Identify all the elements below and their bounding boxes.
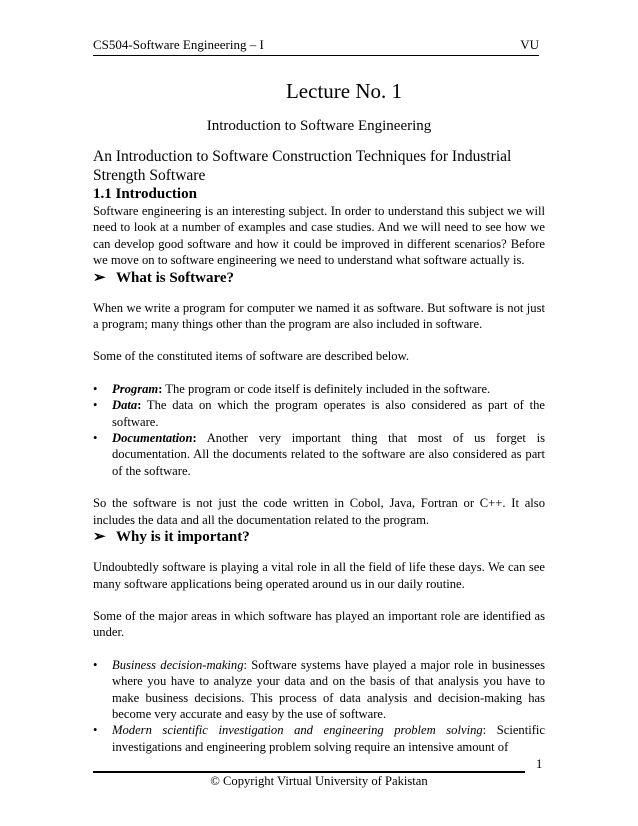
bullet-icon: •: [93, 398, 98, 413]
footer-divider: [93, 771, 525, 773]
copyright-footer: © Copyright Virtual University of Pakistan: [210, 774, 428, 788]
bullet-icon: •: [93, 723, 98, 738]
list-item: • Documentation: Another very important thing that most of us forget is documentation. All the documents related to the software are also considered as part of the software.: [93, 431, 545, 478]
paragraph: So the software is not just the code written in Cobol, Java, Fortran or C++. It also includes the data and all the documentation related to the program.: [93, 496, 545, 527]
list-item: • Business decision-making: Software systems have played a major role in businesses where you have to analyze your data and on the basis of that analysis you have to make business decisions. This process of data analysis and decision-making has become very accurate and easy by the use of software.: [93, 657, 545, 721]
paragraph: Some of the constituted items of software are described below.: [93, 349, 410, 364]
arrow-bullet-icon: ➢: [93, 269, 106, 286]
important-areas-list: [93, 657, 545, 755]
course-title: CS504-Software Engineering – I: [93, 37, 264, 52]
document-body: [93, 147, 545, 755]
page-header: [93, 38, 539, 56]
introduction-paragraph: Software engineering is an interesting subject. In order to understand this subject we will need to look at a number of examples and case studies. And we will need to see how we can develop good software and how it could be improved in different scenarios? Before we move on to software engineering we need to understand what software actually is.: [93, 204, 545, 268]
software-items-list: [93, 381, 545, 479]
document-heading: An Introduction to Software Construction Techniques for Industrial Strength Software: [93, 148, 512, 184]
bullet-icon: •: [93, 657, 98, 672]
paragraph: Undoubtedly software is playing a vital role in all the field of life these days. We can see many software applications being operated around us in our daily routine.: [93, 560, 545, 591]
paragraph: When we write a program for computer we named it as software. But software is not just a program; many things other than the program are also included in software.: [93, 300, 545, 332]
section-heading-introduction: 1.1 Introduction: [93, 186, 197, 202]
list-item: • Modern scientific investigation and engineering problem solving: Scientific investigations and engineering problem solving require an intensive amount of: [93, 723, 545, 754]
list-item: • Program: The program or code itself is definitely included in the software.: [93, 381, 491, 396]
bullet-icon: •: [93, 381, 98, 396]
bullet-icon: •: [93, 431, 98, 446]
paragraph: Some of the major areas in which software has played an important role are identified as under.: [93, 608, 545, 640]
heading-what-is-software: ➢ What is Software?: [93, 269, 235, 286]
institution-label: VU: [520, 37, 539, 52]
lecture-subtitle: Introduction to Software Engineering: [206, 118, 432, 134]
heading-why-important: ➢ Why is it important?: [93, 529, 250, 546]
arrow-bullet-icon: ➢: [93, 529, 106, 546]
lecture-title: Lecture No. 1: [285, 79, 403, 103]
list-item: • Data: The data on which the program operates is also considered as part of the software.: [93, 398, 545, 429]
page-number: 1: [536, 757, 543, 771]
